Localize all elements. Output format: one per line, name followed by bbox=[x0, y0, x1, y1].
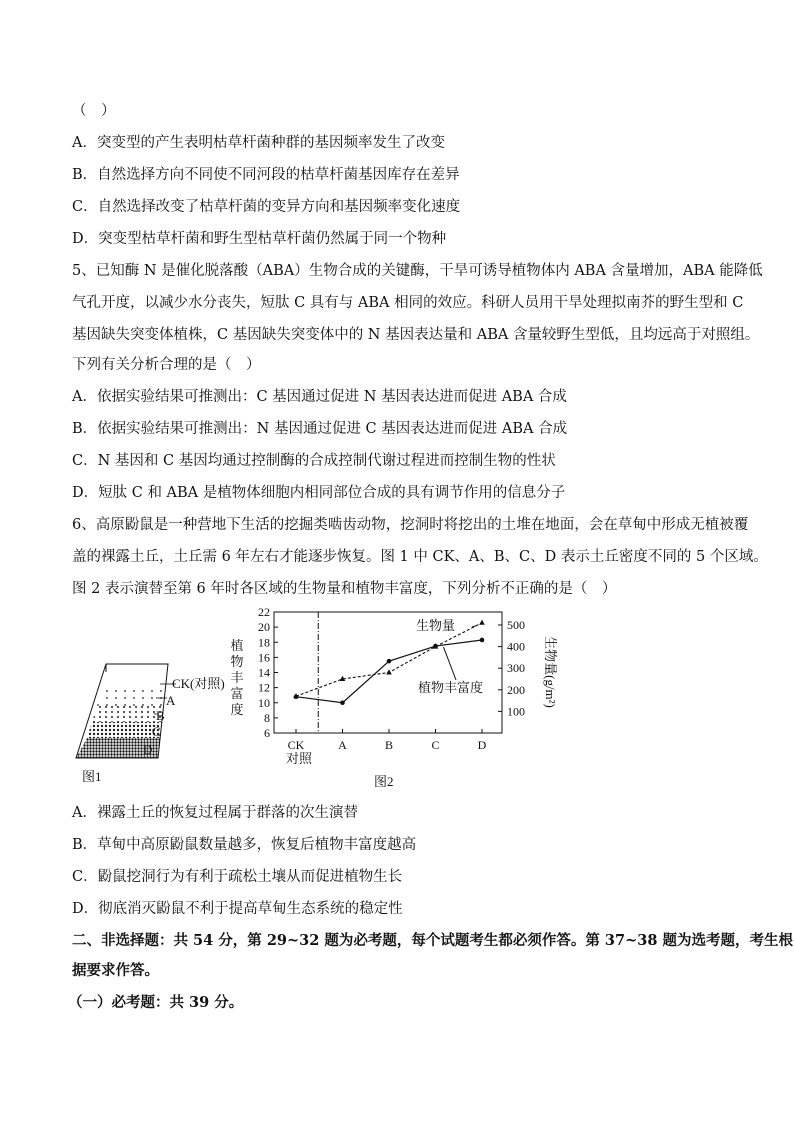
right-tick-label: 500 bbox=[507, 617, 525, 632]
q5-option-c: C．N 基因和 C 基因均通过控制酶的合成控制代谢过程进而控制生物的性状 bbox=[72, 453, 556, 469]
q5-stem-line-2: 气孔开度，以减少水分丧失，短肽 C 具有与 ABA 相同的效应。科研人员用干旱处理拟南芥的野生型和 C bbox=[72, 295, 744, 311]
legend-biomass-leader bbox=[472, 626, 476, 627]
ylabel-left: 植物丰富度 bbox=[230, 638, 244, 717]
left-tick-label: 14 bbox=[258, 665, 270, 680]
fig1-caption: 图1 bbox=[82, 769, 102, 784]
section2-subheading: （一）必考题：共 39 分。 bbox=[68, 994, 244, 1011]
ylabel-right: 生物量(g/m²) bbox=[543, 636, 558, 708]
fig1-label-ck: CK(对照) bbox=[172, 676, 225, 691]
left-tick-label: 20 bbox=[258, 620, 270, 635]
right-tick-label: 100 bbox=[507, 704, 525, 719]
fig1-label-c: C bbox=[152, 724, 161, 739]
left-tick-label: 8 bbox=[264, 710, 270, 725]
x-tick-label: A bbox=[338, 738, 347, 752]
section2-heading-line-1: 二、非选择题：共 54 分，第 29~32 题为必考题，每个试题考生都必须作答。第 37~38 题为选考题，考生根 bbox=[72, 932, 793, 949]
q6-option-a: A．裸露土丘的恢复过程属于群落的次生演替 bbox=[72, 805, 358, 821]
q5-option-d: D．短肽 C 和 ABA 是植物体细胞内相同部位合成的具有调节作用的信息分子 bbox=[72, 485, 566, 501]
q5-option-a: A．依据实验结果可推测出：C 基因通过促进 N 基因表达进而促进 ABA 合成 bbox=[72, 389, 567, 405]
q4-option-c: C．自然选择改变了枯草杆菌的变异方向和基因频率变化速度 bbox=[72, 199, 461, 215]
right-tick-label: 300 bbox=[507, 661, 525, 676]
left-tick-label: 16 bbox=[258, 650, 270, 665]
left-tick-label: 18 bbox=[258, 635, 270, 650]
x-tick-label: C bbox=[431, 738, 440, 752]
x-tick-label: B bbox=[384, 738, 394, 752]
fig1-label-b: B bbox=[156, 708, 165, 723]
chart-caption: 图2 bbox=[374, 774, 394, 789]
layer-b bbox=[92, 706, 164, 722]
richness-point bbox=[340, 700, 345, 705]
richness-point bbox=[480, 638, 485, 643]
x-tick-label: CK bbox=[287, 738, 305, 752]
q5-option-b: B．依据实验结果可推测出：N 基因通过促进 C 基因表达进而促进 ABA 合成 bbox=[72, 421, 568, 437]
left-tick-label: 6 bbox=[264, 726, 270, 740]
q5-stem-line-1: 5、已知酶 N 是催化脱落酸（ABA）生物合成的关键酶，干旱可诱导植物体内 ABA 含量增加，ABA 能降低 bbox=[72, 263, 763, 279]
legend-richness-leader bbox=[444, 647, 457, 680]
q6-stem-line-1: 6、高原鼢鼠是一种营地下生活的挖掘类啮齿动物，挖洞时将挖出的土堆在地面，会在草甸中形成无植被覆 bbox=[72, 517, 749, 533]
left-tick-label: 12 bbox=[258, 680, 270, 695]
q4-option-d: D．突变型枯草杆菌和野生型枯草杆菌仍然属于同一个物种 bbox=[72, 231, 447, 247]
layer-ck bbox=[102, 672, 168, 688]
q6-option-d: D．彻底消灭鼢鼠不利于提高草甸生态系统的稳定性 bbox=[72, 901, 403, 917]
fig1-label-a: A bbox=[166, 693, 176, 708]
section2-heading-line-2: 据要求作答。 bbox=[72, 962, 159, 979]
legend-biomass-label: 生物量 bbox=[416, 618, 456, 633]
q6-stem-line-2: 盖的裸露土丘，土丘需 6 年左右才能逐步恢复。图 1 中 CK、A、B、C、D 表示土丘密度不同的 5 个区域。 bbox=[72, 549, 768, 565]
x-tick-label: D bbox=[477, 738, 487, 752]
right-tick-label: 400 bbox=[507, 639, 525, 654]
left-tick-label: 10 bbox=[258, 695, 270, 710]
q5-stem-line-3: 基因缺失突变体植株，C 基因缺失突变体中的 N 基因表达量和 ABA 含量较野生型低，且均远高于对照组。 bbox=[72, 327, 760, 343]
q4-stem-tail: （ ） bbox=[72, 103, 116, 119]
layer-c bbox=[87, 722, 162, 738]
q6-option-b: B．草甸中高原鼢鼠数量越多，恢复后植物丰富度越高 bbox=[72, 837, 417, 853]
right-tick-label: 200 bbox=[507, 682, 525, 697]
q4-option-a: A．突变型的产生表明枯草杆菌种群的基因频率发生了改变 bbox=[72, 135, 445, 151]
biomass-point bbox=[386, 669, 392, 674]
legend-richness-label: 植物丰富度 bbox=[418, 680, 484, 695]
richness-point bbox=[387, 659, 392, 664]
q5-stem-line-4: 下列有关分析合理的是（ ） bbox=[72, 357, 261, 373]
layer-a bbox=[97, 688, 166, 706]
q6-option-c: C．鼢鼠挖洞行为有利于疏松土壤从而促进植物生长 bbox=[72, 869, 403, 885]
left-tick-label: 22 bbox=[258, 605, 270, 619]
ck-sublabel: 对照 bbox=[286, 751, 313, 766]
q6-stem-line-3: 图 2 表示演替至第 6 年时各区域的生物量和植物丰富度，下列分析不正确的是（ ） bbox=[72, 581, 617, 597]
biomass-point bbox=[479, 620, 485, 625]
fig1-label-d: D bbox=[143, 742, 153, 757]
figure-2-chart bbox=[220, 600, 580, 800]
q4-option-b: B．自然选择方向不同使不同河段的枯草杆菌基因库存在差异 bbox=[72, 167, 460, 183]
